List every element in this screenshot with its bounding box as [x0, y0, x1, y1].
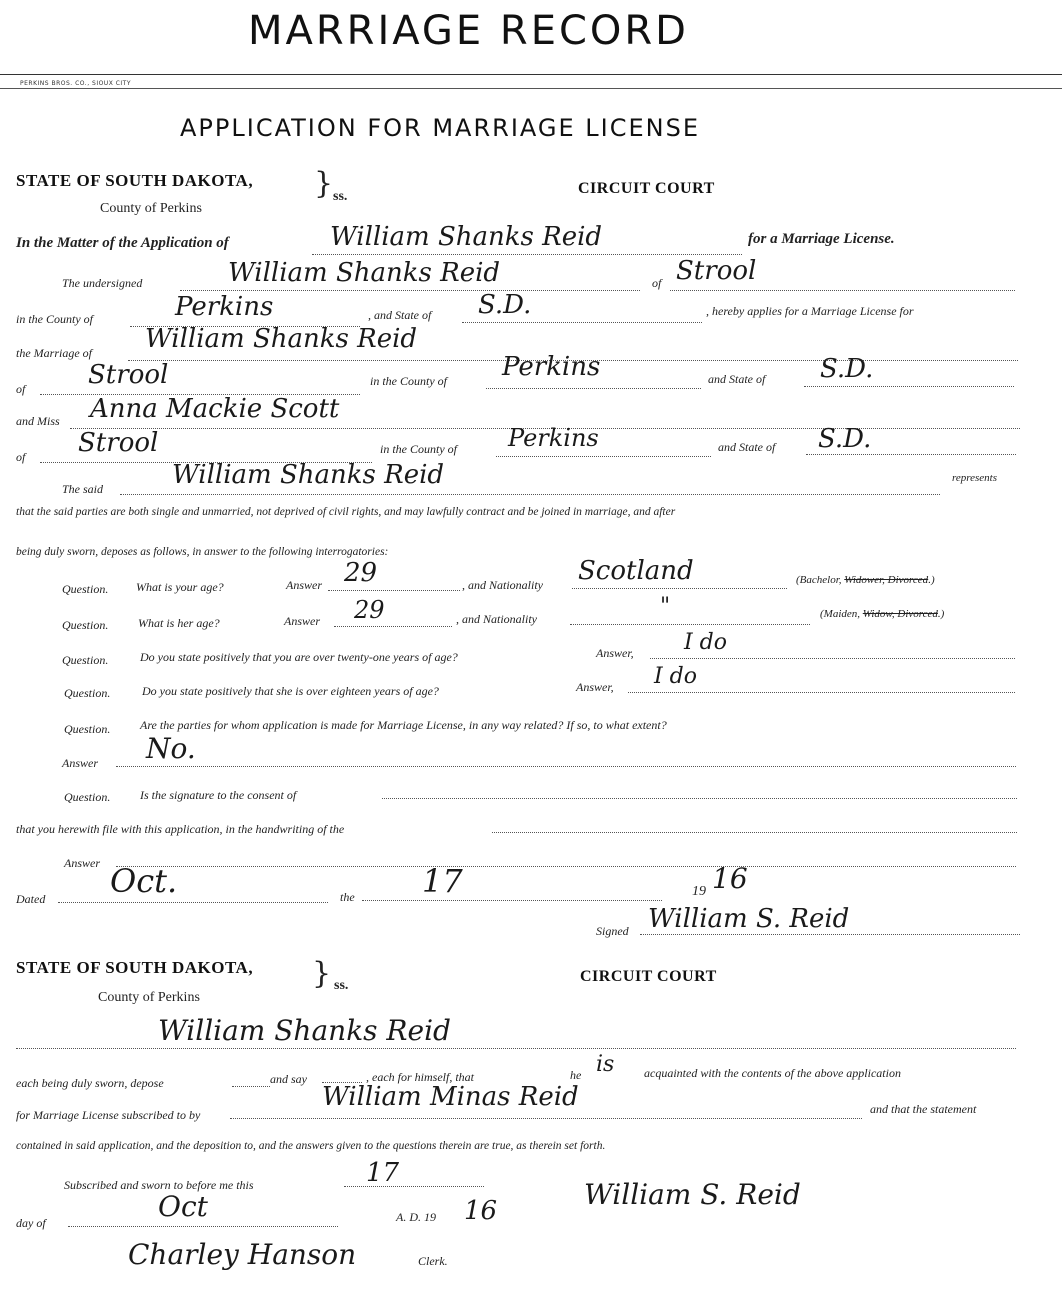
- miss-label: and Miss: [16, 414, 60, 428]
- sworn-month-line: [68, 1226, 338, 1227]
- dated-month: Oct.: [110, 862, 178, 900]
- q2-nat-line: [570, 624, 810, 625]
- q1-status-struck: Widower, Divorced: [844, 574, 929, 586]
- q1-nat-label: , and Nationality: [462, 578, 543, 592]
- represents-label: represents: [952, 472, 998, 484]
- bride-county: Perkins: [508, 424, 599, 452]
- q1-nat-line: [572, 588, 787, 589]
- matter-line: [312, 254, 742, 255]
- bride-county-line: [496, 456, 711, 457]
- clerk-signature: Charley Hanson: [128, 1238, 357, 1271]
- q2-status-suffix: .): [937, 608, 945, 620]
- affidavit-name: William Shanks Reid: [158, 1014, 451, 1047]
- q3-answer: I do: [684, 630, 728, 655]
- affidavit-line-2b: and that the statement: [870, 1102, 977, 1116]
- q3-label: Question.: [62, 653, 109, 667]
- depose-line: [232, 1086, 270, 1087]
- q4-answer-line: [628, 692, 1015, 693]
- court-heading: CIRCUIT COURT: [578, 180, 715, 197]
- q2-label: Question.: [62, 618, 109, 632]
- q4-answer-label: Answer,: [576, 680, 614, 694]
- undersigned-name: William Shanks Reid: [228, 258, 501, 288]
- q1-status-bachelor: (Bachelor,: [796, 574, 842, 586]
- dated-label: Dated: [16, 892, 46, 906]
- affidavit-he: he: [570, 1068, 582, 1082]
- county-heading: County of Perkins: [100, 201, 202, 216]
- groom-town: Strool: [88, 360, 169, 390]
- q2-status-struck: Widow, Divorced: [862, 608, 938, 620]
- q2-answer: 29: [354, 596, 385, 624]
- groom-state-line: [804, 386, 1014, 387]
- q6-answer-line: [116, 866, 1016, 867]
- said-line: [120, 494, 940, 495]
- q6-line: [382, 798, 1017, 799]
- bride-name: Anna Mackie Scott: [90, 394, 340, 424]
- q1-status-suffix: .): [928, 574, 935, 586]
- of-label-3: of: [16, 450, 26, 464]
- ad-label: A. D. 19: [396, 1210, 436, 1224]
- printer-imprint: PERKINS BROS. CO., SIOUX CITY: [20, 80, 132, 87]
- groom-state: S.D.: [820, 354, 874, 384]
- bride-town: Strool: [78, 428, 159, 458]
- undersigned-county: Perkins: [175, 292, 274, 322]
- applies-text: , hereby applies for a Marriage License for: [706, 304, 914, 318]
- affidavit-line-3: contained in said application, and the deposition to, and the answers given to the questions therein are true, as therein set forth.: [16, 1140, 606, 1152]
- affidavit-line-1c: , each for himself, that: [366, 1070, 474, 1084]
- affidavit-line-1b: and say: [270, 1072, 307, 1086]
- q2-nat-label: , and Nationality: [456, 612, 537, 626]
- bride-county-label: in the County of: [380, 442, 457, 456]
- affidavit-court-heading: CIRCUIT COURT: [580, 968, 717, 985]
- q5-answer: No.: [146, 732, 196, 765]
- state-heading: STATE OF SOUTH DAKOTA,: [16, 171, 254, 190]
- q6-line-2: [492, 832, 1017, 833]
- sworn-day-line: [344, 1186, 484, 1187]
- affidavit-is: is: [596, 1052, 615, 1077]
- signed-label: Signed: [596, 924, 629, 938]
- q2-answer-label: Answer: [284, 614, 320, 628]
- clerk-label: Clerk.: [418, 1254, 448, 1268]
- said-name: William Shanks Reid: [172, 460, 445, 490]
- of-label-2: of: [16, 382, 26, 396]
- said-label: The said: [62, 482, 104, 496]
- county-label: in the County of: [16, 312, 93, 326]
- q5-label: Question.: [64, 722, 111, 736]
- groom-state-label: and State of: [708, 372, 766, 386]
- q1-answer-line: [328, 590, 460, 591]
- affidavit-state-heading: STATE OF SOUTH DAKOTA,: [16, 958, 254, 977]
- bride-state-label: and State of: [718, 440, 776, 454]
- paragraph-line-1: that the said parties are both single and unmarried, not deprived of civil rights, and may lawfully contract and be joined in marriage, and after: [16, 506, 676, 518]
- matter-label: In the Matter of the Application of: [16, 235, 229, 251]
- affiant-signature: William S. Reid: [584, 1178, 801, 1211]
- q5-answer-label: Answer: [62, 756, 98, 770]
- q2-text: What is her age?: [138, 616, 220, 630]
- affidavit-line-1a: each being duly sworn, depose: [16, 1076, 164, 1090]
- affidavit-ss-label: ss.: [334, 978, 349, 993]
- ad-year: 16: [464, 1196, 498, 1226]
- affidavit-line-2a: for Marriage License subscribed to by: [16, 1108, 201, 1122]
- groom-county-label: in the County of: [370, 374, 447, 388]
- sworn-label: Subscribed and sworn to before me this: [64, 1178, 254, 1192]
- q4-answer: I do: [654, 664, 698, 689]
- groom-name: William Shanks Reid: [145, 324, 418, 354]
- paragraph-line-2: being duly sworn, deposes as follows, in answer to the following interrogatories:: [16, 546, 389, 558]
- town-line: [670, 290, 1015, 291]
- affidavit-subscriber: William Minas Reid: [322, 1082, 579, 1112]
- affidavit-name-line: [16, 1048, 1016, 1049]
- header-rule-2: [0, 88, 1062, 89]
- undersigned-line: [180, 290, 640, 291]
- state-label: , and State of: [368, 308, 432, 322]
- q1-label: Question.: [62, 582, 109, 596]
- day-of-label: day of: [16, 1216, 46, 1230]
- q4-text: Do you state positively that she is over eighteen years of age?: [142, 684, 439, 698]
- year-printed: 19: [692, 884, 706, 899]
- signed-line: [640, 934, 1020, 935]
- q6-text: Is the signature to the consent of: [140, 788, 297, 802]
- q6-text-2: that you herewith file with this application, in the handwriting of the: [16, 822, 345, 836]
- header-rule: [0, 74, 1062, 75]
- undersigned-label: The undersigned: [62, 276, 143, 290]
- q2-answer-line: [334, 626, 452, 627]
- q5-text: Are the parties for whom application is made for Marriage License, in any way related? If so, to what extent?: [140, 718, 667, 732]
- undersigned-town: Strool: [676, 256, 757, 286]
- matter-name: William Shanks Reid: [330, 222, 603, 252]
- state-line: [462, 322, 702, 323]
- ss-label: ss.: [333, 189, 348, 204]
- q2-nationality: ": [660, 594, 671, 619]
- sworn-month: Oct: [158, 1190, 208, 1223]
- bride-state-line: [806, 454, 1016, 455]
- q6-answer-label: Answer: [64, 856, 100, 870]
- dated-day: 17: [422, 862, 463, 900]
- q3-answer-line: [650, 658, 1015, 659]
- matter-suffix: for a Marriage License.: [748, 231, 895, 247]
- groom-county: Perkins: [502, 352, 601, 382]
- q5-answer-line: [116, 766, 1016, 767]
- subscriber-line: [230, 1118, 862, 1119]
- record-title: MARRIAGE RECORD: [248, 8, 689, 54]
- q1-answer: 29: [344, 558, 378, 588]
- affidavit-county-heading: County of Perkins: [98, 990, 200, 1005]
- dated-month-line: [58, 902, 328, 903]
- dated-day-line: [362, 900, 662, 901]
- q1-nationality: Scotland: [578, 556, 694, 586]
- q4-label: Question.: [64, 686, 111, 700]
- undersigned-state: S.D.: [478, 290, 532, 320]
- application-heading: APPLICATION FOR MARRIAGE LICENSE: [180, 114, 700, 142]
- q3-text: Do you state positively that you are over twenty-one years of age?: [140, 650, 458, 664]
- marriage-of-label: the Marriage of: [16, 346, 92, 360]
- q2-status-maiden: (Maiden,: [820, 608, 861, 620]
- q2-status: [820, 608, 944, 620]
- of-label: of: [652, 276, 662, 290]
- q6-label: Question.: [64, 790, 111, 804]
- q1-text: What is your age?: [136, 580, 224, 594]
- sworn-day: 17: [366, 1158, 400, 1188]
- the-label: the: [340, 890, 355, 904]
- year-handwritten: 16: [712, 862, 748, 895]
- brace: }: [314, 166, 334, 201]
- bride-state: S.D.: [818, 424, 872, 454]
- applicant-signature: William S. Reid: [648, 904, 850, 934]
- groom-county-line: [486, 388, 701, 389]
- affidavit-line-1d: acquainted with the contents of the above application: [644, 1066, 901, 1080]
- q3-answer-label: Answer,: [596, 646, 634, 660]
- q1-status: [796, 574, 935, 586]
- affidavit-brace: }: [312, 956, 332, 991]
- q1-answer-label: Answer: [286, 578, 322, 592]
